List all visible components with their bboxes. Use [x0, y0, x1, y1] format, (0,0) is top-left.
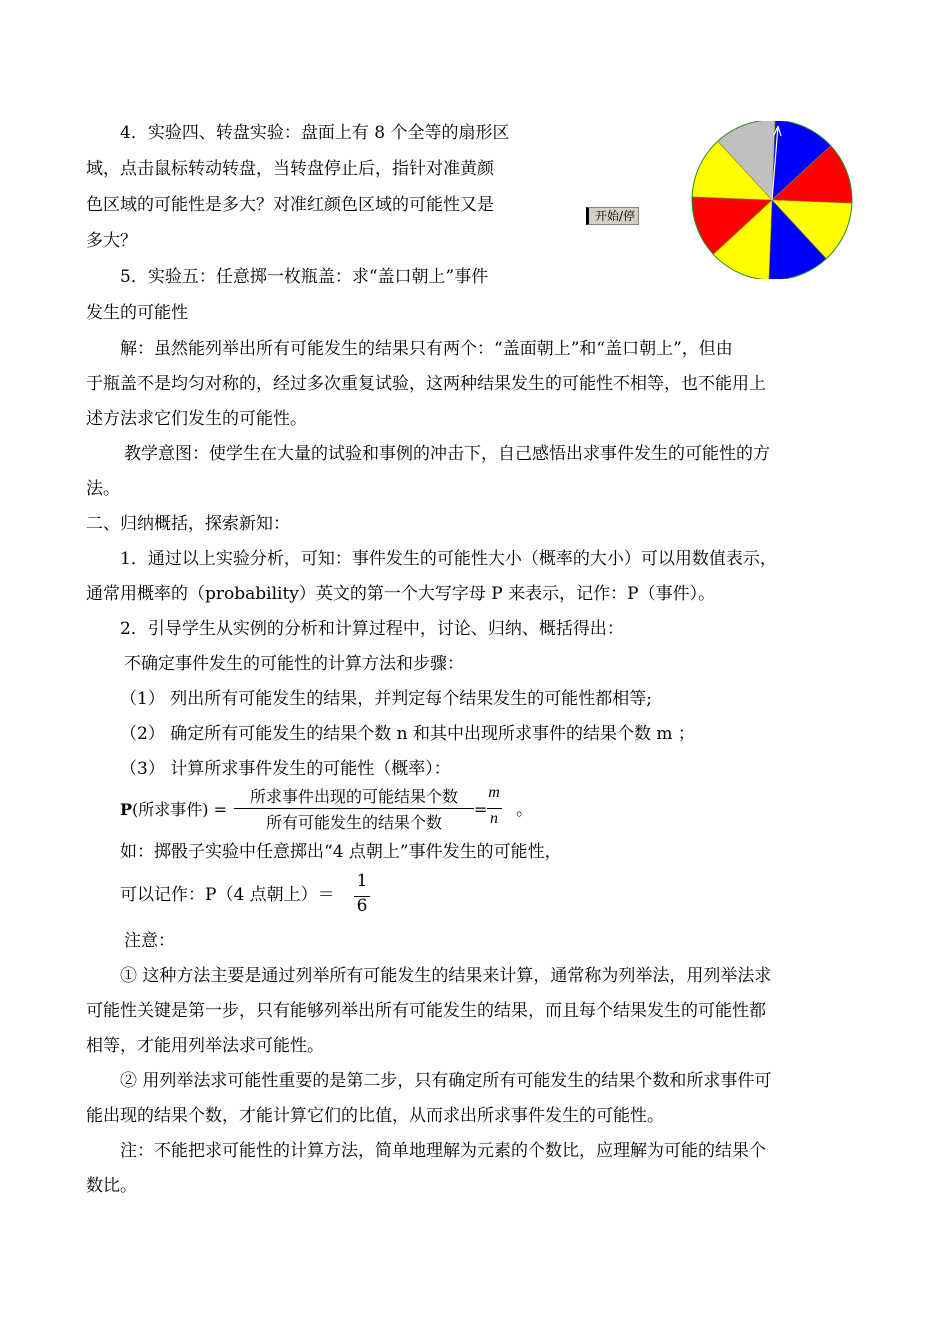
exp4-line-3: 色区域的可能性是多大？对准红颜色区域的可能性又是	[86, 195, 494, 215]
example-denominator: 6	[356, 896, 368, 916]
intent-line-2: 法。	[86, 479, 120, 499]
p1-line-2: 通常用概率的（probability）英文的第一个大写字母 P 来表示，记作：P（事件）。	[86, 584, 716, 604]
note2-line-1: ② 用列举法求可能性重要的是第二步，只有确定所有可能发生的结果个数和所求事件可	[120, 1071, 772, 1091]
formula-numerator: 所求事件出现的可能结果个数	[249, 787, 458, 806]
p2-line: 2．引导学生从实例的分析和计算过程中，讨论、归纳、概括得出：	[120, 619, 624, 639]
formula-p: P	[120, 800, 133, 819]
formula-denominator: 所有可能发生的结果个数	[265, 813, 442, 832]
note1-line-3: 相等，才能用列举法求可能性。	[86, 1036, 324, 1056]
start-stop-button[interactable]: 开始/停	[586, 207, 639, 225]
solution-line-2: 于瓶盖不是均匀对称的，经过多次重复试验，这两种结果发生的可能性不相等，也不能用上	[86, 374, 766, 394]
formula-bar-2	[487, 808, 502, 809]
formula-lhs: (所求事件) =	[132, 800, 228, 819]
note1-line-2: 可能性关键是第一步，只有能够列举出所有可能发生的结果，而且每个结果发生的可能性都	[86, 1001, 766, 1021]
solution-line-1: 解：虽然能列举出所有可能发生的结果只有两个：“盖面朝上”和“盖口朝上”，但由	[120, 339, 733, 359]
formula-eq: =	[474, 800, 488, 819]
solution-line-3: 述方法求它们发生的可能性。	[86, 409, 307, 429]
example-line-1: 如：掷骰子实验中任意掷出“4 点朝上”事件发生的可能性，	[120, 842, 562, 862]
formula-tail: 。	[516, 800, 533, 820]
step-1: （1） 列出所有可能发生的结果，并判定每个结果发生的可能性都相等;	[120, 689, 652, 709]
p1-line-1: 1．通过以上实验分析，可知：事件发生的可能性大小（概率的大小）可以用数值表示，	[120, 549, 777, 569]
formula-bar	[234, 808, 474, 809]
intent-line-1: 教学意图：使学生在大量的试验和事例的冲击下，自己感悟出求事件发生的可能性的方	[124, 444, 770, 464]
step-2: （2） 确定所有可能发生的结果个数 n 和其中出现所求事件的结果个数 m ；	[120, 724, 695, 744]
section-heading: 二、归纳概括，探索新知：	[86, 514, 290, 534]
exp4-line-1: 4．实验四、转盘实验：盘面上有 8 个全等的扇形区	[120, 123, 510, 143]
exp5-line-2: 发生的可能性	[86, 303, 188, 323]
final-note-line-2: 数比。	[86, 1176, 137, 1196]
exp4-line-4: 多大？	[86, 231, 137, 251]
note2-line-2: 能出现的结果个数，才能计算它们的比值，从而求出所求事件发生的可能性。	[86, 1106, 664, 1126]
formula-n: n	[490, 810, 498, 827]
step-3: （3） 计算所求事件发生的可能性（概率）：	[120, 759, 451, 779]
spinner-wheel[interactable]	[690, 121, 855, 279]
formula-m: m	[488, 784, 500, 801]
final-note-line-1: 注：不能把求可能性的计算方法，简单地理解为元素的个数比，应理解为可能的结果个	[120, 1141, 766, 1161]
exp5-line-1: 5．实验五：任意掷一枚瓶盖：求“盖口朝上”事件	[120, 267, 489, 287]
note1-line-1: ① 这种方法主要是通过列举所有可能发生的结果来计算，通常称为列举法，用列举法求	[120, 966, 772, 986]
note-title: 注意：	[124, 931, 175, 951]
example-line-2: 可以记作：P（4 点朝上）＝	[120, 885, 335, 905]
example-numerator: 1	[356, 871, 368, 891]
method-title: 不确定事件发生的可能性的计算方法和步骤：	[124, 654, 464, 674]
exp4-line-2: 域，点击鼠标转动转盘，当转盘停止后，指针对准黄颜	[86, 159, 494, 179]
